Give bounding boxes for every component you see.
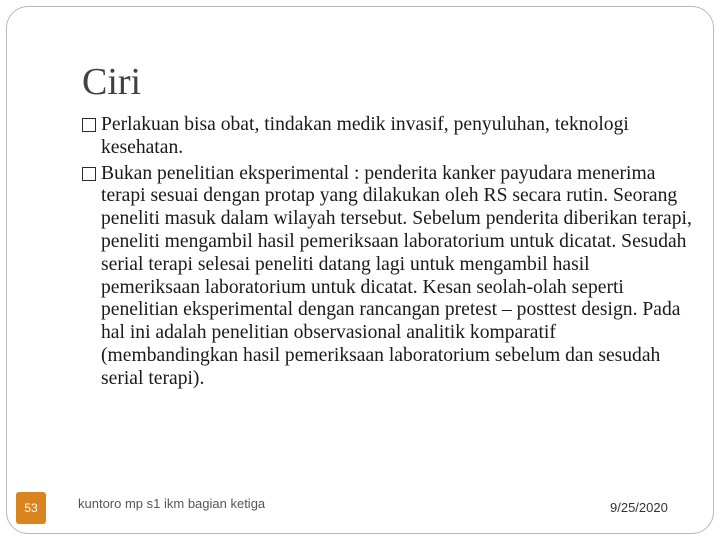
checkbox-bullet-icon [82,167,96,181]
slide-title: Ciri [82,61,142,103]
slide-body [82,114,692,394]
bullet-item [82,114,692,160]
slide-number-badge: 53 [16,492,46,524]
bullet-text: Bukan penelitian eksperimental : penderita kanker payudara menerima terapi sesuai dengan protap yang dilakukan oleh RS secara rutin. Seorang peneliti masuk dalam wilayah tersebut. Sebelum penderita diberikan terapi, peneliti mengambil hasil pemeriksaan laboratorium untuk dicatat. Sesudah serial terapi selesai peneliti datang lagi untuk mengambil hasil pemeriksaan laboratorium untuk dicatat. Kesan seolah-olah seperti penelitian eksperimental dengan rancangan pretest – posttest design. Pada hal ini adalah penelitian observasional analitik komparatif (membandingkan hasil pemeriksaan laboratorium sebelum dan sesudah serial terapi). [101,162,692,389]
footer-date: 9/25/2020 [610,500,668,515]
checkbox-bullet-icon [82,118,96,132]
bullet-item [82,163,692,391]
bullet-text: Perlakuan bisa obat, tindakan medik invasif, penyuluhan, teknologi kesehatan. [101,114,629,158]
footer-author: kuntoro mp s1 ikm bagian ketiga [78,496,266,511]
